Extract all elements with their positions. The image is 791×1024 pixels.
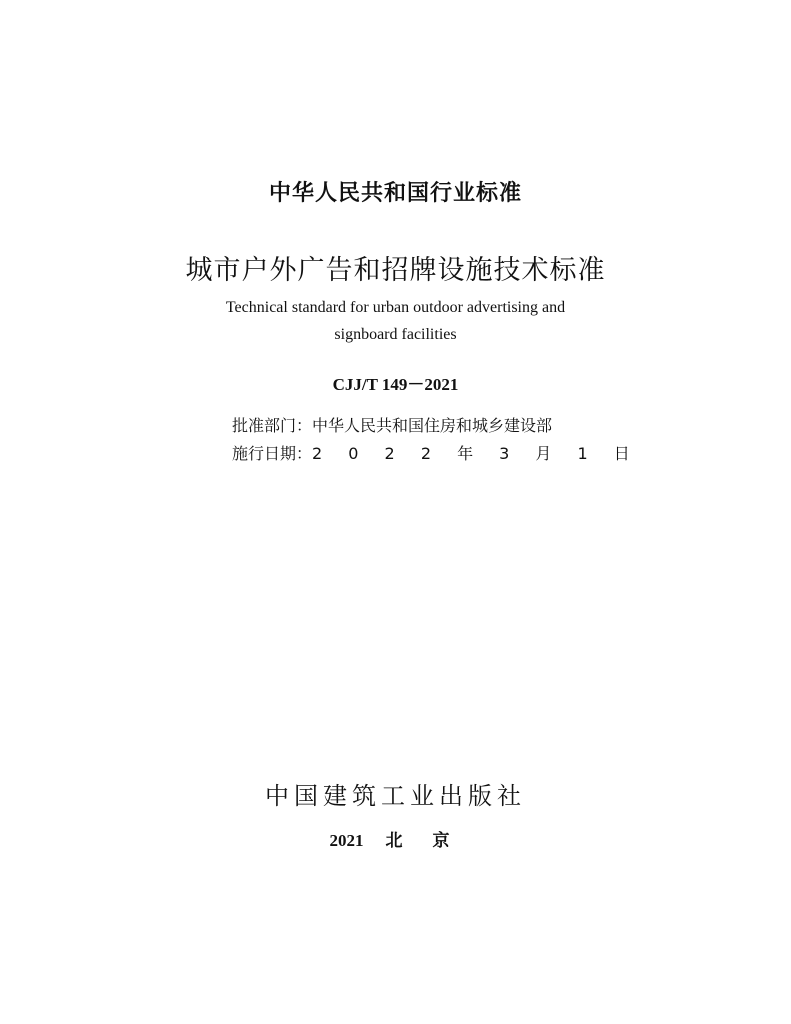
standard-title-english-line1: Technical standard for urban outdoor advertising and [225,299,566,316]
publication-city: 北 京 [385,831,462,851]
standard-code: CJJ/T 149－2021 [332,375,459,394]
industry-standard-heading: 中华人民共和国行业标准 [268,181,522,206]
approval-department [232,413,552,436]
standard-title-chinese: 城市户外广告和招牌设施技术标准 [185,255,606,286]
date-value: 2 0 2 2 年 3 月 1 日 [312,444,641,463]
approval-label: 批准部门： [232,416,313,435]
standard-title-english-line2: signboard facilities [334,326,457,343]
publisher-name: 中国建筑工业出版社 [265,782,526,810]
publication-line [0,826,791,851]
date-label: 施行日期： [232,444,313,463]
approval-value: 中华人民共和国住房和城乡建设部 [312,416,553,435]
implementation-date [232,441,640,464]
publication-year: 2021 [329,831,364,850]
